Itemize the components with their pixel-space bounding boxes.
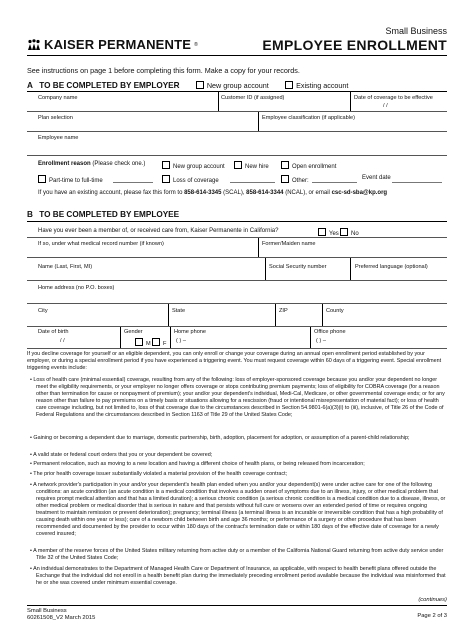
bullet-text: A valid state or federal court orders that you or your dependent be covered;	[33, 452, 213, 458]
reason-label: New group account	[173, 164, 225, 170]
divider	[350, 92, 351, 111]
bullet-loss-of-coverage: • Loss of health care (minimal essential) coverage, resulting from any of the following: loss of employer-sponsored coverage because you and/or your dependent no longer meet the eligibility requirements, or your employer no longer offers coverage or stops contributing premium payments; loss of eligibility for COBRA coverage (for a reason other than termination for cause or nonpayment of premium); your and/or your dependent's individual, Medi-Cal, Medicare, or other governmental coverage ends; or for any reason other than failure to pay premiums on a timely basis or situations allowing for a rescission (fraud or intentional misrepresentation of material fact); or loss of health care coverage including, but not limited to, loss of that coverage due to the circumstances described in Section 54.9801-6(a)(3)(i) to (iii), inclusive, of Title 26 of the Code of Federal Regulations and the circumstances described in Section 1163 of Title 29 of the United States Code;	[30, 377, 445, 418]
checkbox[interactable]	[281, 161, 289, 169]
divider	[350, 258, 351, 280]
bullet-relocation: • Permanent relocation, such as moving to a new location and having a different choice of health plans, or being released from incarceration;	[30, 461, 365, 467]
footer-line1: Small Business	[27, 608, 67, 614]
section-b-letter: B	[27, 210, 33, 219]
fax-prefix: If you have an existing account, please fax this form to	[38, 190, 183, 196]
prior-no-option[interactable]	[340, 228, 359, 237]
home-phone-field[interactable]: ( ) –	[176, 338, 186, 344]
no-label: No	[351, 231, 359, 237]
bullet-misinformed: • An individual demonstrates to the Department of Managed Health Care or Department of Insurance, as applicable, with respect to health benefit plans offered outside the Exchange that the individual did not enroll in a health benefit plan during the immediately preceding enrollment period available because the individual was misinformed that he or she was covered under minimum essential coverage.	[30, 566, 446, 586]
reason-label: New hire	[245, 164, 269, 170]
company-name-label: Company name	[38, 95, 78, 101]
gender-f-label: F	[163, 341, 167, 347]
existing-account-label: Existing account	[296, 81, 349, 90]
divider	[170, 327, 171, 348]
header-rule	[27, 55, 447, 56]
decline-paragraph: If you decline coverage for yourself or an eligible dependent, you can only enroll or change your coverage during an annual open enrollment period established by your employer, or during a special enrollment period if you have experienced a triggering event. You must request coverage within 60 days of a triggering event. Special enrollment triggering events include:	[27, 351, 442, 371]
bullet-issuer-violation: • The prior health coverage issuer substantially violated a material provision of the health coverage contract;	[30, 471, 288, 477]
bullet-dependent: • Gaining or becoming a dependent due to marriage, domestic partnership, birth, adoption, placement for adoption, or assumption of a parent-child relationship;	[30, 435, 410, 441]
fax-ncal: 858-614-3344	[246, 190, 284, 196]
county-label: County	[326, 308, 344, 314]
checkbox[interactable]	[318, 228, 326, 236]
home-phone-label: Home phone	[174, 329, 207, 335]
new-group-option[interactable]	[196, 81, 269, 90]
row-rule	[27, 280, 447, 281]
reason-new-group[interactable]	[162, 161, 225, 170]
kaiser-logo	[27, 37, 198, 52]
event-date-line[interactable]	[392, 182, 442, 183]
divider	[275, 304, 276, 326]
row-rule	[27, 155, 447, 156]
intro-text: See instructions on page 1 before completing this form. Make a copy for your records.	[27, 66, 300, 75]
mrn-label: If so, under what medical record number (if known)	[38, 241, 164, 247]
reason-other[interactable]	[281, 175, 309, 184]
plan-selection-label: Plan selection	[38, 115, 73, 121]
row-rule	[27, 237, 447, 238]
employee-name-label: Employee name	[38, 135, 79, 141]
office-phone-field[interactable]: ( ) –	[316, 338, 326, 344]
checkbox[interactable]	[162, 161, 170, 169]
other-line[interactable]	[312, 182, 357, 183]
reason-loss-of-coverage[interactable]	[162, 175, 219, 184]
page-number: Page 2 of 3	[417, 613, 447, 619]
divider	[322, 304, 323, 326]
gender-label: Gender	[124, 329, 143, 335]
prior-yes-option[interactable]	[318, 228, 339, 237]
loss-date-line[interactable]	[230, 182, 275, 183]
reason-label: Open enrollment	[292, 164, 337, 170]
zip-label: ZIP	[279, 308, 288, 314]
language-label: Preferred language (optional)	[355, 264, 428, 270]
ssn-label: Social Security number	[269, 264, 327, 270]
gender-f-option[interactable]	[152, 338, 166, 347]
employee-class-label: Employee classification (if applicable)	[262, 115, 355, 121]
event-date-label: Event date	[362, 175, 391, 181]
dob-label: Date of birth	[38, 329, 69, 335]
section-a-title: TO BE COMPLETED BY EMPLOYER	[39, 81, 180, 90]
new-group-label: New group account	[206, 81, 269, 90]
yes-label: Yes	[329, 231, 339, 237]
section-b-header	[27, 210, 447, 219]
divider	[265, 258, 266, 280]
gender-m-option[interactable]	[135, 338, 151, 347]
divider	[218, 92, 219, 111]
checkbox[interactable]	[162, 175, 170, 183]
home-address-label: Home address (no P.O. boxes)	[38, 285, 115, 291]
section-a-letter: A	[27, 81, 33, 90]
row-rule	[27, 326, 447, 327]
divider	[168, 304, 169, 326]
row-rule	[27, 131, 447, 132]
existing-account-option[interactable]	[285, 81, 348, 90]
logo-trademark: ®	[194, 41, 199, 48]
bullet-text: A member of the reserve forces of the United States military returning from active duty or a member of the California National Guard returning from active duty service under Title 32 of the United States Code;	[33, 548, 444, 561]
bullet-text: Gaining or becoming a dependent due to marriage, domestic partnership, birth, adoption, placement for adoption, or assumption of a parent-child relationship;	[33, 435, 410, 441]
gender-m-label: M	[146, 341, 151, 347]
footer-line2: 60261508_V2 March 2015	[27, 615, 96, 621]
email-link[interactable]: csc-sd-sba@kp.org	[331, 190, 388, 196]
name-label: Name (Last, First, MI)	[38, 264, 93, 270]
divider	[258, 238, 259, 257]
reason-label: Loss of coverage	[173, 178, 219, 184]
section-b-title: TO BE COMPLETED BY EMPLOYEE	[39, 210, 180, 219]
enrollment-reason	[38, 161, 145, 167]
reason-open-enrollment[interactable]	[281, 161, 336, 170]
enroll-reason-hint: (Please check one.)	[92, 161, 146, 167]
bullet-military: • A member of the reserve forces of the United States military returning from active duty or a member of the California National Guard returning from active duty service under Title 32 of the United States Code;	[30, 548, 444, 561]
prior-member-question: Have you ever been a member of, or received care from, Kaiser Permanente in California?	[38, 228, 279, 234]
section-a-rule	[27, 91, 447, 92]
state-label: State	[172, 308, 186, 314]
dob-field[interactable]: / /	[60, 338, 65, 344]
fax-scal-tag: (SCAL),	[223, 190, 245, 196]
divider	[120, 327, 121, 348]
row-rule	[27, 111, 447, 112]
checkbox[interactable]	[234, 161, 242, 169]
bullet-text: A network provider's participation in your and/or your dependent's health plan ended when you and/or your dependent(s) were under active care for one of the following conditions: an acute condition (an acute condition is a medical condition that involves a sudden onset of symptoms due to an illness, injury, or other medical problem that requires prompt medical attention and that has a limited duration); a serious chronic condition (a serious chronic condition is a medical condition due to a disease, illness, or other medical problem or medical disorder that is serious in nature and that persists without full cure or worsens over an extended period of time or requires ongoing treatment to maintain remission or prevent deterioration); pregnancy; terminal illness (a terminal illness is an incurable or irreversible condition that has a high probability of causing death within one year or less); care of a newborn child between birth and age 36 months; or performance of a surgery or other procedure that has been recommended and documented by the provider to occur within 180 days of the contract's termination date or within 180 days of the effective date of coverage for a newly covered insured;	[33, 482, 446, 537]
fax-scal: 858-614-3345	[184, 190, 222, 196]
reason-label: Part-time to full-time	[49, 178, 103, 184]
fax-instructions	[38, 190, 448, 196]
city-label: City	[38, 308, 48, 314]
section-a-header	[27, 81, 447, 90]
bullet-text: An individual demonstrates to the Department of Managed Health Care or Department of Insurance, as applicable, with respect to health benefit plans offered outside the Exchange that the individual did not enroll in a health benefit plan during the immediately preceding enrollment period available because the individual was misinformed that he or she was covered under minimum essential coverage.	[33, 566, 446, 586]
row-rule	[27, 257, 447, 258]
kaiser-people-icon	[27, 39, 41, 51]
part-time-date-line[interactable]	[113, 182, 153, 183]
checkbox[interactable]	[285, 81, 293, 89]
bullet-court-order: • A valid state or federal court orders that you or your dependent be covered;	[30, 452, 213, 458]
bullet-text: Loss of health care (minimal essential) coverage, resulting from any of the following: loss of employer-sponsored coverage because you and/or your dependent no longer meet the eligibility requirements, or your employer no longer offers coverage or stops contributing premium payments; loss of eligibility for COBRA coverage (for a reason other than termination for cause or nonpayment of premium); your and/or your dependent's individual, Medi-Cal, Medicare, or other governmental coverage ends; or for any reason other than failure to pay premiums on a timely basis or situations allowing for a rescission (fraud or intentional misrepresentation of material fact); or loss of health care coverage including, but not limited to, loss of that coverage due to the circumstances described in Section 54.9801-6(a)(3)(i) to (iii), inclusive, of Title 26 of the Code of Federal Regulations and the circumstances described in Section 1163 of Title 29 of the United States Code;	[33, 377, 445, 418]
checkbox[interactable]	[196, 81, 204, 89]
row-rule	[27, 303, 447, 304]
customer-id-label: Customer ID (if assigned)	[221, 95, 285, 101]
bullet-text: The prior health coverage issuer substantially violated a material provision of the health coverage contract;	[33, 471, 288, 477]
coverage-date-label: Date of coverage to be effective	[354, 95, 433, 101]
coverage-date-field[interactable]: / /	[383, 103, 388, 109]
checkbox[interactable]	[340, 228, 348, 236]
logo-text: KAISER PERMANENTE	[44, 37, 192, 52]
continues-note: (continues)	[418, 597, 447, 603]
reason-label: Other:	[292, 178, 309, 184]
divider	[258, 112, 259, 131]
checkbox[interactable]	[38, 175, 46, 183]
checkbox[interactable]	[152, 338, 160, 346]
bullet-network-provider: • A network provider's participation in your and/or your dependent's health plan ended when you and/or your dependent(s) were under active care for one of the following conditions: an acute condition (an acute condition is a medical condition that involves a sudden onset of symptoms due to an illness, injury, or other medical problem that requires prompt medical attention and that has a limited duration); a serious chronic condition (a serious chronic condition is a medical condition due to a disease, illness, or other medical problem or medical disorder that is serious in nature and that persists without full cure or worsens over an extended period of time or requires ongoing treatment to maintain remission or prevent deterioration); pregnancy; terminal illness (a terminal illness is an incurable or irreversible condition that has a high probability of causing death within one year or less); care of a newborn child between birth and age 36 months; or performance of a surgery or other procedure that has been recommended and documented by the provider to occur within 180 days of the contract's termination date or within 180 days of the effective date of coverage for a newly covered insured;	[30, 482, 446, 537]
section-b-rule	[27, 221, 447, 222]
form-subtitle: Small Business	[385, 26, 447, 36]
reason-new-hire[interactable]	[234, 161, 269, 170]
office-phone-label: Office phone	[314, 329, 346, 335]
checkbox[interactable]	[135, 338, 143, 346]
divider	[310, 327, 311, 348]
form-title: EMPLOYEE ENROLLMENT	[262, 37, 447, 53]
row-rule	[27, 348, 447, 349]
enroll-reason-label: Enrollment reason	[38, 161, 91, 167]
footer-rule	[27, 605, 447, 606]
reason-part-time[interactable]	[38, 175, 103, 184]
bullet-text: Permanent relocation, such as moving to a new location and having a different choice of health plans, or being released from incarceration;	[33, 461, 365, 467]
former-name-label: Former/Maiden name	[262, 241, 316, 247]
checkbox[interactable]	[281, 175, 289, 183]
fax-ncal-tag: (NCAL), or email	[285, 190, 330, 196]
